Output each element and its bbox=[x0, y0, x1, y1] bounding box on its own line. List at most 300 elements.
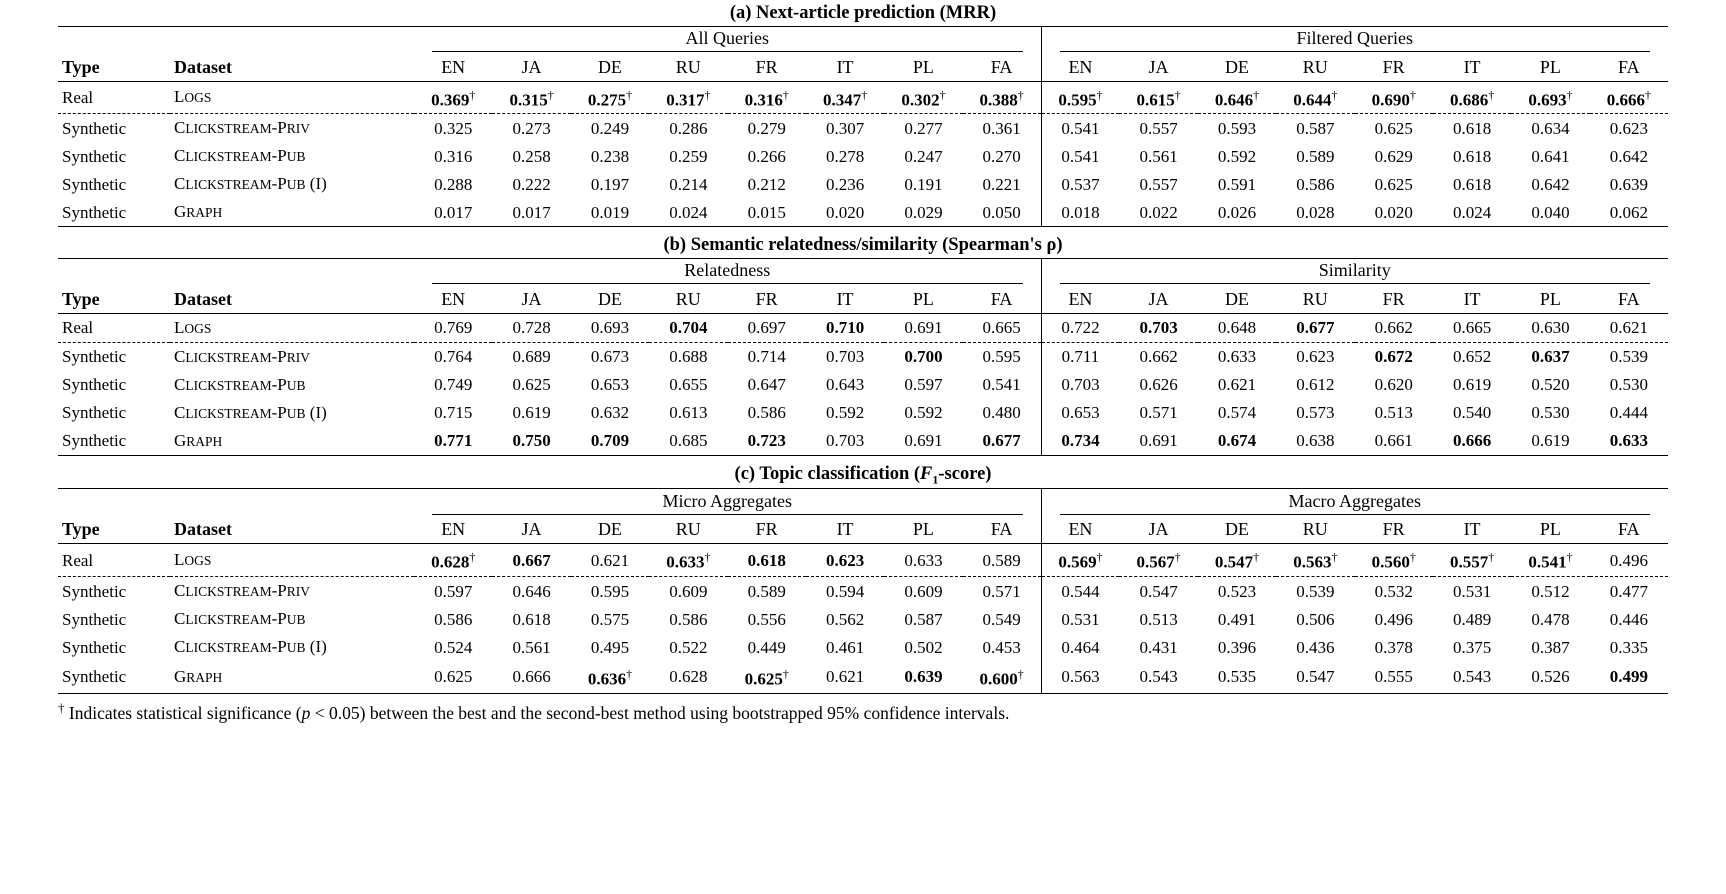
cell-value: 0.523 bbox=[1217, 581, 1257, 601]
cell-value: 0.549 bbox=[982, 609, 1021, 629]
cell-type: Real bbox=[58, 81, 170, 114]
cell-value: 0.258 bbox=[512, 146, 551, 166]
cell-value: 0.592 bbox=[825, 403, 865, 423]
cell-value: 0.512 bbox=[1531, 581, 1570, 601]
cell-value: 0.238 bbox=[590, 146, 630, 166]
cell-dataset: CLICKSTREAM-PUB (I) bbox=[174, 174, 327, 194]
group-header-spacer-2 bbox=[170, 26, 414, 54]
col-header-ja-1-c: JA bbox=[492, 516, 570, 544]
cell-value: 0.697 bbox=[728, 313, 806, 342]
cell-value: 0.700 bbox=[904, 347, 943, 367]
cell-value: 0.540 bbox=[1452, 403, 1492, 423]
cell-value: 0.388† bbox=[963, 81, 1041, 114]
cell-value: 0.316† bbox=[728, 81, 806, 114]
cell-value: 0.531 bbox=[1452, 581, 1492, 601]
cell-type: Synthetic bbox=[62, 118, 127, 138]
cell-value: 0.591 bbox=[1217, 174, 1257, 194]
col-header-fr-2-c: FR bbox=[1355, 516, 1433, 544]
cell-value: 0.667 bbox=[492, 544, 570, 577]
cell-value: 0.212 bbox=[747, 174, 786, 194]
table-c-wrapper bbox=[58, 488, 1668, 693]
cell-value: 0.543 bbox=[1119, 661, 1197, 693]
table-row bbox=[58, 577, 1668, 606]
cell-value: 0.214 bbox=[669, 174, 708, 194]
cell-value: 0.703 bbox=[806, 427, 884, 456]
cell-value: 0.050 bbox=[963, 198, 1041, 227]
cell-value: 0.378 bbox=[1374, 637, 1413, 657]
table-a-body bbox=[58, 81, 1668, 227]
cell-value: 0.637 bbox=[1531, 347, 1570, 367]
table-row bbox=[58, 313, 1668, 342]
cell-value: 0.557 bbox=[1139, 118, 1178, 138]
table-b-caption: (b) Semantic relatedness/similarity (Spearman's ρ) bbox=[663, 235, 1063, 256]
cell-value: 0.247 bbox=[904, 146, 943, 166]
cell-value: 0.221 bbox=[982, 174, 1021, 194]
cell-value: 0.531 bbox=[1041, 605, 1119, 633]
cell-value: 0.621 bbox=[1590, 313, 1668, 342]
cell-value: 0.652 bbox=[1452, 347, 1492, 367]
cell-type: Synthetic bbox=[58, 661, 170, 693]
cell-value: 0.628† bbox=[414, 544, 492, 577]
cell-value: 0.317† bbox=[649, 81, 727, 114]
cell-type: Synthetic bbox=[62, 609, 127, 629]
cell-value: 0.499 bbox=[1590, 661, 1668, 693]
cell-value: 0.277 bbox=[904, 118, 943, 138]
cell-value: 0.618 bbox=[728, 544, 806, 577]
cell-dataset: CLICKSTREAM-PRIV bbox=[174, 346, 310, 366]
col-header-pl-1-b: PL bbox=[884, 286, 962, 314]
group-header-spacer-c bbox=[58, 489, 170, 517]
cell-value: 0.595 bbox=[590, 581, 630, 601]
cell-value: 0.593 bbox=[1217, 118, 1257, 138]
cell-value: 0.563 bbox=[1041, 661, 1119, 693]
cell-value: 0.709 bbox=[571, 427, 649, 456]
cell-value: 0.619 bbox=[1452, 375, 1492, 395]
cell-value: 0.619 bbox=[512, 403, 551, 423]
cell-value: 0.446 bbox=[1609, 609, 1648, 629]
cell-value: 0.686† bbox=[1433, 81, 1511, 114]
cell-value: 0.628 bbox=[649, 661, 727, 693]
cell-value: 0.539 bbox=[1609, 347, 1648, 367]
cell-value: 0.666 bbox=[492, 661, 570, 693]
cell-value: 0.506 bbox=[1296, 609, 1335, 629]
col-header-ja-2: JA bbox=[1119, 54, 1197, 82]
cell-value: 0.625† bbox=[728, 661, 806, 693]
cell-dataset: CLICKSTREAM-PRIV bbox=[174, 581, 310, 600]
cell-value: 0.613 bbox=[669, 403, 708, 423]
cell-value: 0.642 bbox=[1609, 146, 1648, 166]
cell-value: 0.270 bbox=[982, 146, 1021, 166]
cell-value: 0.674 bbox=[1198, 427, 1276, 456]
table-row bbox=[58, 605, 1668, 633]
col-header-ru-2: RU bbox=[1276, 54, 1354, 82]
cell-value: 0.595 bbox=[982, 347, 1021, 367]
table-row bbox=[58, 81, 1668, 114]
cell-value: 0.026 bbox=[1198, 198, 1276, 227]
col-header-fr-1-c: FR bbox=[728, 516, 806, 544]
cell-value: 0.022 bbox=[1119, 198, 1197, 227]
cell-value: 0.685 bbox=[649, 427, 727, 456]
col-header-ja-1: JA bbox=[492, 54, 570, 82]
cell-value: 0.015 bbox=[728, 198, 806, 227]
col-header-fa-2-b: FA bbox=[1590, 286, 1668, 314]
cell-dataset: CLICKSTREAM-PRIV bbox=[174, 118, 310, 138]
cell-value: 0.633 bbox=[1217, 347, 1257, 367]
col-header-pl-1-c: PL bbox=[884, 516, 962, 544]
cell-value: 0.621 bbox=[571, 544, 649, 577]
cell-value: 0.623 bbox=[1296, 347, 1335, 367]
cell-value: 0.259 bbox=[669, 146, 708, 166]
cell-value: 0.560† bbox=[1355, 544, 1433, 577]
cell-value: 0.595† bbox=[1041, 81, 1119, 114]
footnote bbox=[58, 694, 1668, 724]
table-a-group-filtered-queries: Filtered Queries bbox=[1041, 26, 1668, 54]
cell-value: 0.612 bbox=[1296, 375, 1335, 395]
cell-value: 0.040 bbox=[1511, 198, 1589, 227]
col-header-en-1: EN bbox=[414, 54, 492, 82]
cell-value: 0.629 bbox=[1374, 146, 1413, 166]
col-header-fa-1: FA bbox=[963, 54, 1041, 82]
table-b-column-header-row bbox=[58, 286, 1668, 314]
col-header-it-1-b: IT bbox=[806, 286, 884, 314]
cell-dataset: CLICKSTREAM-PUB bbox=[174, 146, 306, 166]
cell-value: 0.646† bbox=[1198, 81, 1276, 114]
cell-value: 0.621 bbox=[806, 661, 884, 693]
cell-value: 0.722 bbox=[1041, 313, 1119, 342]
table-b-group-header-row bbox=[58, 258, 1668, 286]
cell-dataset: GRAPH bbox=[170, 198, 414, 227]
cell-value: 0.646 bbox=[512, 581, 551, 601]
table-a-group-header-row bbox=[58, 26, 1668, 54]
col-header-type-c: Type bbox=[58, 516, 170, 544]
col-header-dataset-c: Dataset bbox=[170, 516, 414, 544]
cell-value: 0.496 bbox=[1374, 609, 1413, 629]
cell-value: 0.020 bbox=[1355, 198, 1433, 227]
cell-value: 0.653 bbox=[1041, 399, 1119, 427]
cell-value: 0.715 bbox=[434, 403, 473, 423]
table-c-group-macro: Macro Aggregates bbox=[1041, 489, 1668, 517]
cell-value: 0.279 bbox=[747, 118, 786, 138]
col-header-en-2-b: EN bbox=[1041, 286, 1119, 314]
cell-value: 0.621 bbox=[1217, 375, 1257, 395]
col-header-fr-2: FR bbox=[1355, 54, 1433, 82]
cell-value: 0.609 bbox=[669, 581, 708, 601]
cell-value: 0.633 bbox=[884, 544, 962, 577]
cell-value: 0.325 bbox=[434, 118, 473, 138]
cell-value: 0.567† bbox=[1119, 544, 1197, 577]
table-row bbox=[58, 661, 1668, 693]
cell-value: 0.636† bbox=[571, 661, 649, 693]
cell-value: 0.655 bbox=[669, 375, 708, 395]
cell-value: 0.647 bbox=[747, 375, 786, 395]
col-header-type-b: Type bbox=[58, 286, 170, 314]
cell-value: 0.615† bbox=[1119, 81, 1197, 114]
cell-value: 0.620 bbox=[1374, 375, 1413, 395]
footnote-pre: Indicates statistical significance ( bbox=[64, 702, 302, 723]
cell-value: 0.571 bbox=[982, 581, 1021, 601]
cell-value: 0.618 bbox=[1452, 118, 1492, 138]
cell-dataset: CLICKSTREAM-PUB bbox=[174, 609, 306, 628]
cell-type: Synthetic bbox=[62, 146, 127, 166]
cell-value: 0.661 bbox=[1355, 427, 1433, 456]
table-a-column-header-row bbox=[58, 54, 1668, 82]
cell-type: Synthetic bbox=[62, 581, 127, 601]
cell-value: 0.587 bbox=[1296, 118, 1335, 138]
cell-value: 0.704 bbox=[649, 313, 727, 342]
cell-value: 0.623 bbox=[1609, 118, 1648, 138]
cell-value: 0.653 bbox=[590, 375, 630, 395]
cell-value: 0.436 bbox=[1296, 637, 1335, 657]
cell-value: 0.543 bbox=[1433, 661, 1511, 693]
cell-value: 0.641 bbox=[1531, 146, 1570, 166]
col-header-de-2-b: DE bbox=[1198, 286, 1276, 314]
col-header-dataset: Dataset bbox=[170, 54, 414, 82]
col-header-de-1: DE bbox=[571, 54, 649, 82]
cell-dataset: LOGS bbox=[170, 544, 414, 577]
cell-value: 0.586 bbox=[1296, 174, 1335, 194]
cell-value: 0.665 bbox=[963, 313, 1041, 342]
cell-value: 0.688 bbox=[669, 347, 708, 367]
cell-value: 0.618 bbox=[512, 609, 551, 629]
cell-value: 0.361 bbox=[982, 118, 1021, 138]
cell-value: 0.618 bbox=[1452, 174, 1492, 194]
cell-value: 0.489 bbox=[1452, 609, 1492, 629]
cell-value: 0.586 bbox=[434, 609, 473, 629]
cell-value: 0.769 bbox=[414, 313, 492, 342]
cell-value: 0.266 bbox=[747, 146, 786, 166]
cell-type: Synthetic bbox=[62, 174, 127, 194]
cell-value: 0.626 bbox=[1139, 375, 1178, 395]
cell-value: 0.544 bbox=[1041, 577, 1119, 606]
cell-value: 0.639 bbox=[884, 661, 962, 693]
cell-value: 0.623 bbox=[806, 544, 884, 577]
cell-value: 0.431 bbox=[1139, 637, 1178, 657]
cell-value: 0.278 bbox=[825, 146, 865, 166]
cell-value: 0.771 bbox=[414, 427, 492, 456]
table-c-caption-post: -score) bbox=[938, 463, 992, 484]
cell-value: 0.028 bbox=[1276, 198, 1354, 227]
col-header-pl-1: PL bbox=[884, 54, 962, 82]
col-header-de-2-c: DE bbox=[1198, 516, 1276, 544]
group-header-spacer-c2 bbox=[170, 489, 414, 517]
cell-value: 0.586 bbox=[669, 609, 708, 629]
cell-value: 0.575 bbox=[590, 609, 630, 629]
cell-value: 0.491 bbox=[1217, 609, 1257, 629]
col-header-de-1-c: DE bbox=[571, 516, 649, 544]
cell-value: 0.029 bbox=[884, 198, 962, 227]
cell-value: 0.062 bbox=[1590, 198, 1668, 227]
cell-value: 0.387 bbox=[1531, 637, 1570, 657]
col-header-it-1: IT bbox=[806, 54, 884, 82]
col-header-fa-2-c: FA bbox=[1590, 516, 1668, 544]
table-a-caption: (a) Next-article prediction (MRR) bbox=[729, 3, 997, 23]
col-header-ru-1: RU bbox=[649, 54, 727, 82]
cell-value: 0.541 bbox=[1041, 142, 1119, 170]
cell-value: 0.307 bbox=[825, 118, 865, 138]
table-row bbox=[58, 399, 1668, 427]
cell-value: 0.524 bbox=[434, 637, 473, 657]
table-c-caption-sub: 1 bbox=[932, 472, 939, 487]
cell-value: 0.561 bbox=[512, 637, 551, 657]
cell-value: 0.662 bbox=[1139, 347, 1178, 367]
cell-value: 0.597 bbox=[904, 375, 943, 395]
cell-value: 0.638 bbox=[1276, 427, 1354, 456]
cell-value: 0.018 bbox=[1041, 198, 1119, 227]
cell-value: 0.396 bbox=[1217, 637, 1257, 657]
cell-value: 0.691 bbox=[884, 427, 962, 456]
cell-dataset: GRAPH bbox=[170, 661, 414, 693]
col-header-en-1-b: EN bbox=[414, 286, 492, 314]
cell-value: 0.315† bbox=[492, 81, 570, 114]
cell-value: 0.693† bbox=[1511, 81, 1589, 114]
cell-value: 0.017 bbox=[492, 198, 570, 227]
table-row bbox=[58, 371, 1668, 399]
cell-value: 0.513 bbox=[1374, 403, 1413, 423]
cell-value: 0.453 bbox=[982, 637, 1021, 657]
cell-value: 0.648 bbox=[1198, 313, 1276, 342]
table-c-caption-f: F bbox=[920, 463, 933, 484]
table-c bbox=[58, 488, 1668, 693]
cell-value: 0.302† bbox=[884, 81, 962, 114]
cell-value: 0.634 bbox=[1531, 118, 1570, 138]
cell-value: 0.703 bbox=[1119, 313, 1197, 342]
footnote-mid: < 0.05) between the best and the second-best method using bootstrapped 95% confidence intervals. bbox=[310, 702, 1010, 723]
cell-value: 0.522 bbox=[669, 637, 708, 657]
cell-value: 0.191 bbox=[904, 174, 943, 194]
cell-type: Real bbox=[58, 544, 170, 577]
col-header-ja-2-b: JA bbox=[1119, 286, 1197, 314]
cell-value: 0.625 bbox=[512, 375, 551, 395]
cell-value: 0.530 bbox=[1531, 403, 1570, 423]
cell-value: 0.609 bbox=[904, 581, 943, 601]
table-c-caption-pre: (c) Topic classification ( bbox=[734, 463, 921, 484]
cell-dataset: CLICKSTREAM-PUB (I) bbox=[174, 402, 327, 422]
cell-value: 0.666 bbox=[1433, 427, 1511, 456]
cell-value: 0.691 bbox=[1119, 427, 1197, 456]
cell-value: 0.728 bbox=[492, 313, 570, 342]
cell-value: 0.714 bbox=[747, 347, 786, 367]
table-row bbox=[58, 427, 1668, 456]
table-a-wrapper bbox=[58, 26, 1668, 228]
col-header-fr-1-b: FR bbox=[728, 286, 806, 314]
cell-value: 0.597 bbox=[434, 581, 473, 601]
cell-value: 0.541† bbox=[1511, 544, 1589, 577]
cell-value: 0.710 bbox=[806, 313, 884, 342]
cell-type: Synthetic bbox=[62, 347, 127, 367]
cell-value: 0.571 bbox=[1139, 403, 1178, 423]
table-c-column-header-row bbox=[58, 516, 1668, 544]
table-row bbox=[58, 198, 1668, 227]
cell-value: 0.369† bbox=[414, 81, 492, 114]
cell-value: 0.643 bbox=[825, 375, 865, 395]
cell-value: 0.592 bbox=[1217, 146, 1257, 166]
cell-dataset: LOGS bbox=[170, 313, 414, 342]
cell-value: 0.557 bbox=[1139, 174, 1178, 194]
cell-value: 0.273 bbox=[512, 118, 551, 138]
table-row bbox=[58, 114, 1668, 143]
cell-value: 0.734 bbox=[1041, 427, 1119, 456]
cell-value: 0.619 bbox=[1511, 427, 1589, 456]
cell-value: 0.477 bbox=[1609, 581, 1648, 601]
col-header-ru-2-c: RU bbox=[1276, 516, 1354, 544]
cell-value: 0.689 bbox=[512, 347, 551, 367]
cell-value: 0.764 bbox=[434, 347, 473, 367]
col-header-it-1-c: IT bbox=[806, 516, 884, 544]
cell-value: 0.017 bbox=[414, 198, 492, 227]
cell-value: 0.625 bbox=[1374, 174, 1413, 194]
table-b-group-relatedness: Relatedness bbox=[414, 258, 1041, 286]
table-c-group-micro: Micro Aggregates bbox=[414, 489, 1041, 517]
cell-value: 0.513 bbox=[1139, 609, 1178, 629]
cell-value: 0.630 bbox=[1511, 313, 1589, 342]
cell-value: 0.587 bbox=[904, 609, 943, 629]
cell-value: 0.480 bbox=[982, 403, 1021, 423]
cell-value: 0.662 bbox=[1355, 313, 1433, 342]
cell-value: 0.535 bbox=[1198, 661, 1276, 693]
cell-value: 0.749 bbox=[434, 375, 473, 395]
col-header-fr-1: FR bbox=[728, 54, 806, 82]
cell-value: 0.547 bbox=[1276, 661, 1354, 693]
cell-value: 0.236 bbox=[825, 174, 865, 194]
table-row bbox=[58, 544, 1668, 577]
cell-value: 0.557† bbox=[1433, 544, 1511, 577]
cell-value: 0.573 bbox=[1296, 403, 1335, 423]
table-a bbox=[58, 26, 1668, 228]
table-c-body bbox=[58, 544, 1668, 693]
cell-value: 0.024 bbox=[649, 198, 727, 227]
cell-value: 0.547 bbox=[1139, 581, 1178, 601]
cell-value: 0.750 bbox=[492, 427, 570, 456]
table-b-group-similarity: Similarity bbox=[1041, 258, 1668, 286]
cell-value: 0.677 bbox=[1276, 313, 1354, 342]
cell-value: 0.316 bbox=[434, 146, 473, 166]
cell-value: 0.286 bbox=[669, 118, 708, 138]
cell-value: 0.644† bbox=[1276, 81, 1354, 114]
cell-value: 0.556 bbox=[747, 609, 786, 629]
col-header-fa-1-b: FA bbox=[963, 286, 1041, 314]
cell-value: 0.639 bbox=[1609, 174, 1648, 194]
table-b bbox=[58, 258, 1668, 456]
col-header-en-2-c: EN bbox=[1041, 516, 1119, 544]
cell-value: 0.495 bbox=[590, 637, 630, 657]
cell-value: 0.673 bbox=[590, 347, 630, 367]
table-row bbox=[58, 633, 1668, 661]
cell-value: 0.665 bbox=[1433, 313, 1511, 342]
cell-value: 0.703 bbox=[1041, 371, 1119, 399]
cell-type: Synthetic bbox=[62, 637, 127, 657]
cell-value: 0.444 bbox=[1609, 403, 1648, 423]
cell-value: 0.589 bbox=[1296, 146, 1335, 166]
col-header-pl-2-b: PL bbox=[1511, 286, 1589, 314]
col-header-type: Type bbox=[58, 54, 170, 82]
table-c-group-header-row bbox=[58, 489, 1668, 517]
table-row bbox=[58, 170, 1668, 198]
cell-dataset: CLICKSTREAM-PUB bbox=[174, 374, 306, 394]
cell-dataset: GRAPH bbox=[170, 427, 414, 456]
col-header-ru-1-c: RU bbox=[649, 516, 727, 544]
footnote-dagger: † bbox=[58, 699, 65, 715]
cell-dataset: CLICKSTREAM-PUB (I) bbox=[174, 637, 327, 656]
col-header-fa-1-c: FA bbox=[963, 516, 1041, 544]
col-header-it-2-c: IT bbox=[1433, 516, 1511, 544]
cell-value: 0.563† bbox=[1276, 544, 1354, 577]
cell-value: 0.691 bbox=[884, 313, 962, 342]
col-header-pl-2-c: PL bbox=[1511, 516, 1589, 544]
cell-value: 0.520 bbox=[1531, 375, 1570, 395]
footnote-p: p bbox=[301, 702, 311, 723]
cell-value: 0.197 bbox=[590, 174, 630, 194]
cell-value: 0.633† bbox=[649, 544, 727, 577]
